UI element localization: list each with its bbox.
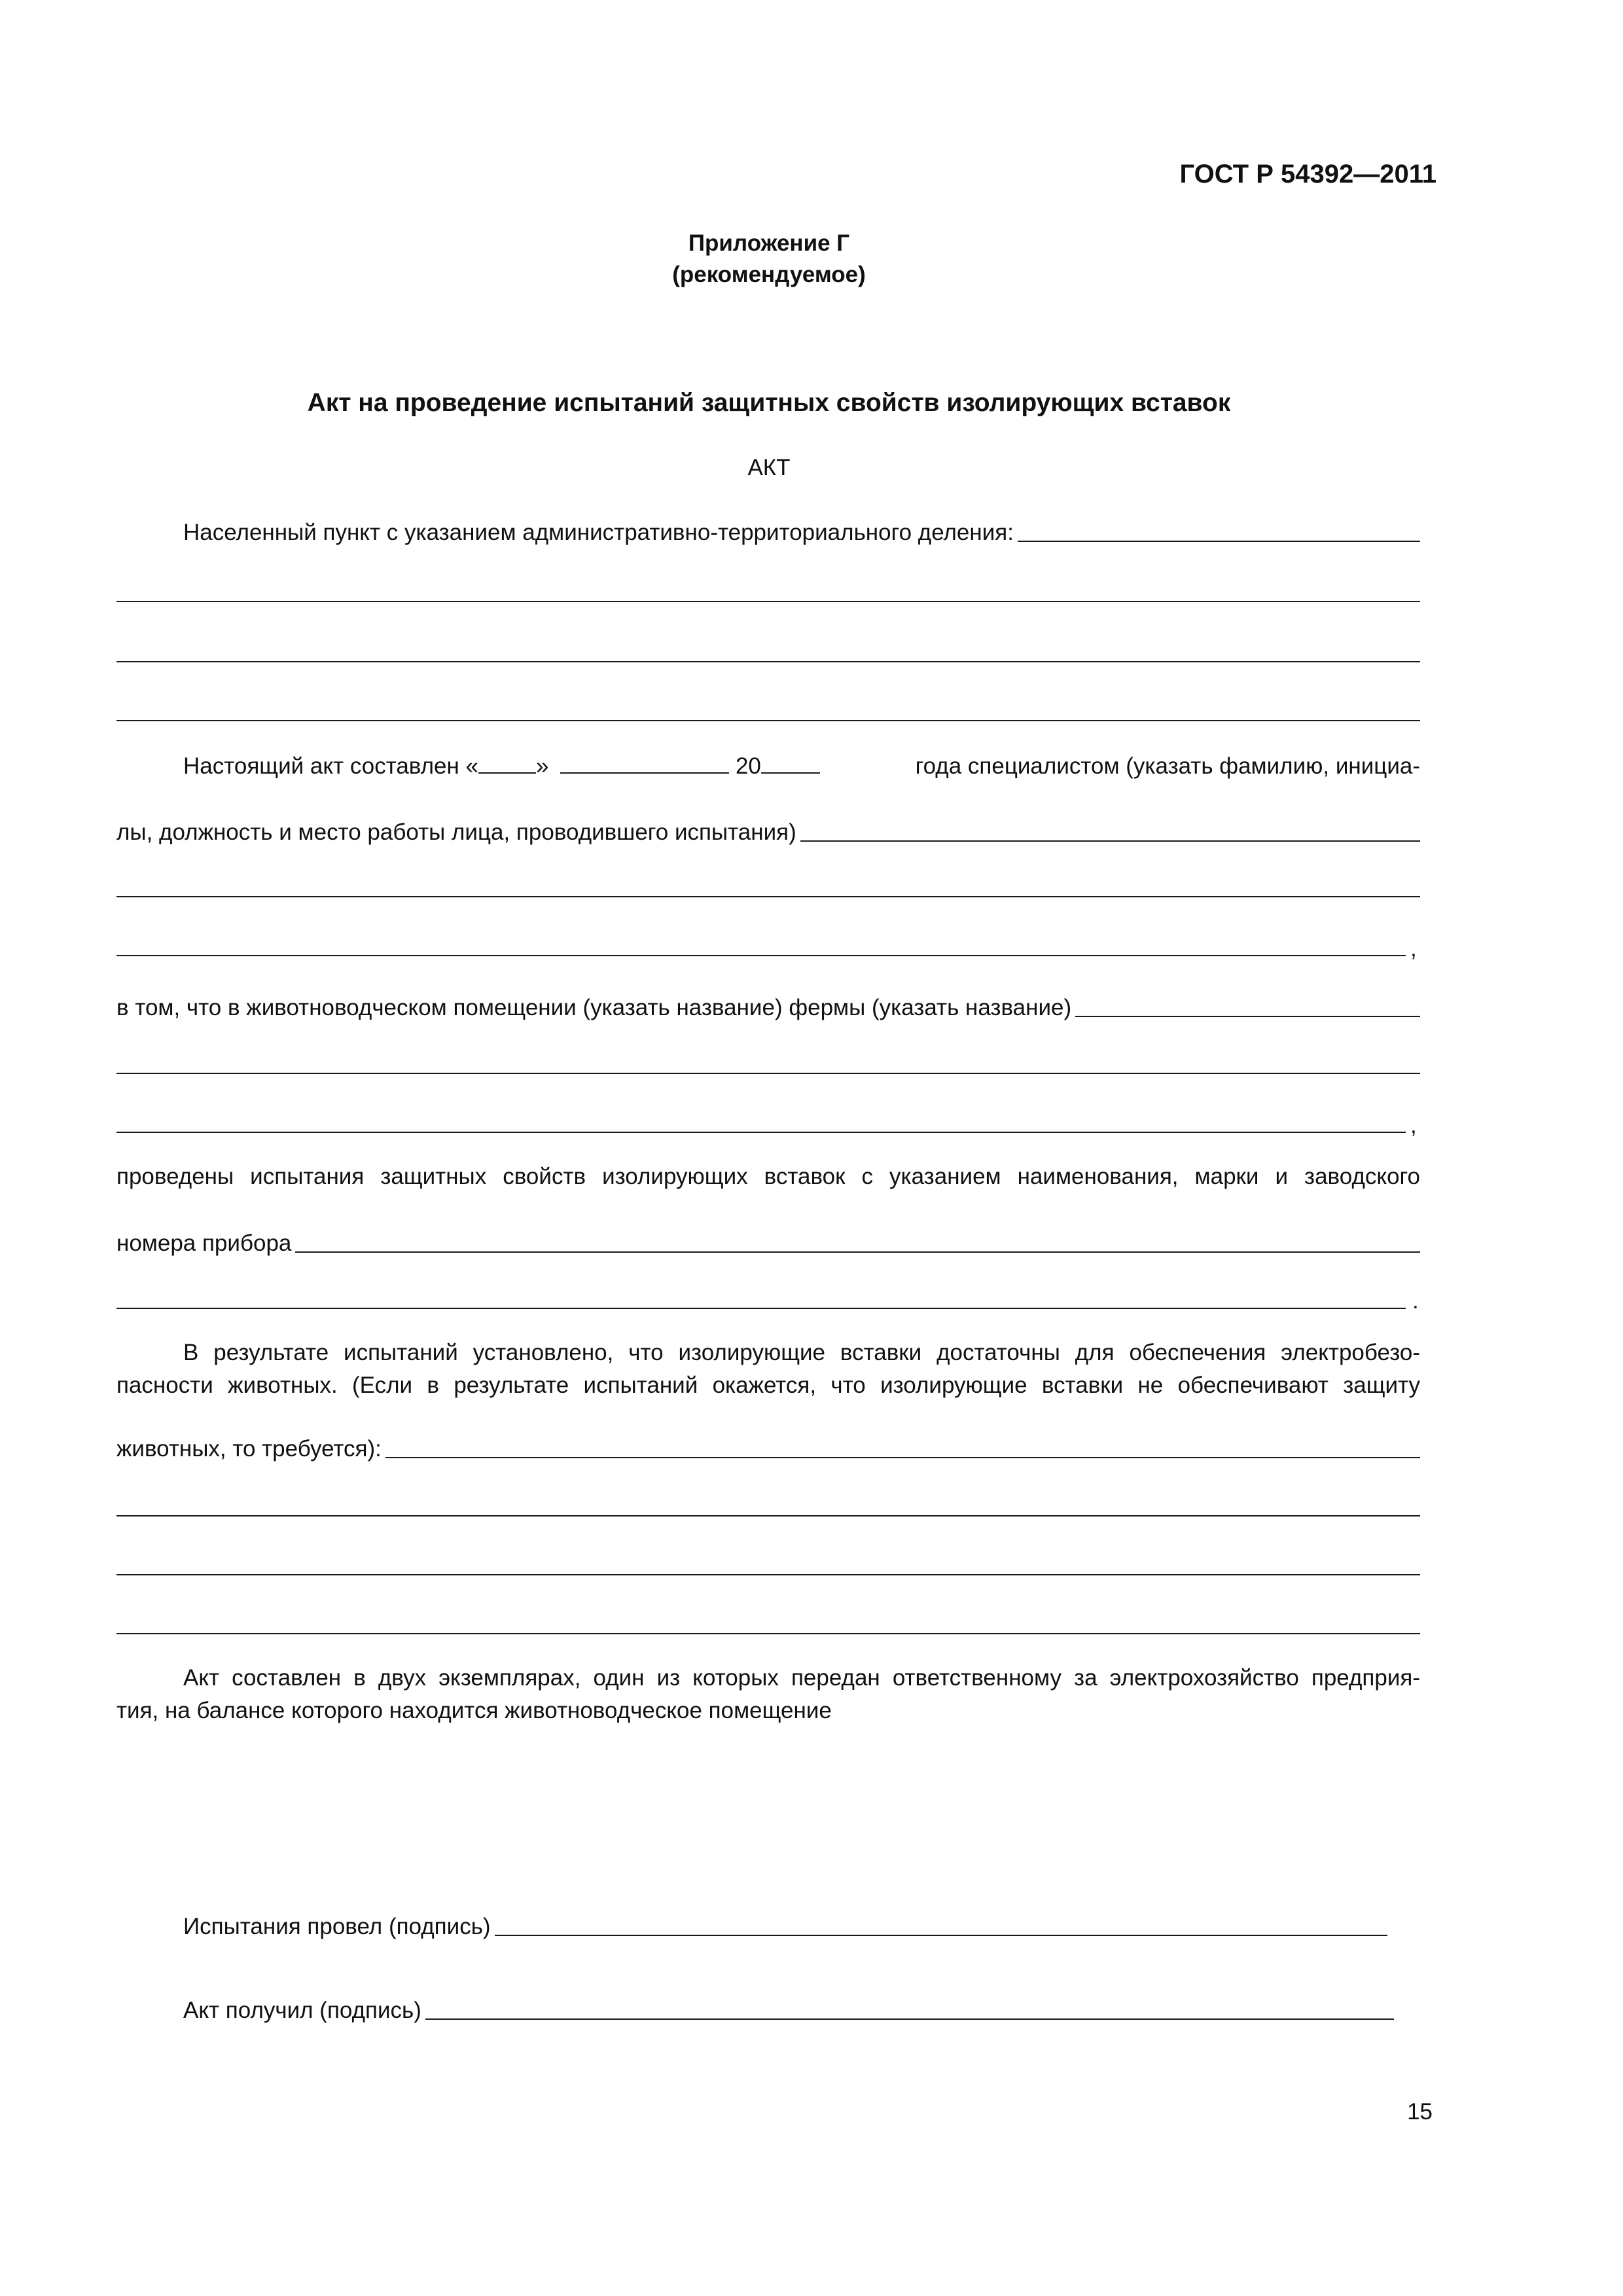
result-line-1: В результате испытаний установлено, что изолирующие вставки достаточны для обеспечения электробезо-: [183, 1340, 1420, 1365]
specialist-field[interactable]: [800, 819, 1420, 842]
result-line-3: [116, 1428, 1420, 1462]
period-1: .: [1412, 1288, 1419, 1314]
livestock-line: [116, 987, 1420, 1021]
requirement-field[interactable]: [385, 1436, 1420, 1458]
result-line-3-text: животных, то требуется):: [116, 1436, 382, 1462]
day-field[interactable]: [478, 753, 536, 774]
composed-quote-close: »: [536, 753, 549, 779]
page-number: 15: [1407, 2099, 1433, 2125]
appendix-title: Приложение Г: [688, 230, 850, 256]
livestock-field-line-3[interactable]: [116, 1132, 1406, 1133]
tester-signature-label: Испытания провел (подпись): [183, 1914, 491, 1939]
settlement-field-line-2[interactable]: [116, 601, 1420, 602]
device-number-label: номера прибора: [116, 1230, 292, 1256]
specialist-field-line-3[interactable]: [116, 955, 1406, 956]
composed-line: [183, 753, 1420, 780]
composed-suffix: года специалистом (указать фамилию, инициа-: [915, 753, 1420, 779]
composed-prefix: Настоящий акт составлен «: [183, 753, 479, 779]
receiver-signature-label: Акт получил (подпись): [183, 1998, 421, 2023]
livestock-field-line-2[interactable]: [116, 1073, 1420, 1074]
receiver-signature-line: [183, 1990, 1394, 2024]
act-label: АКТ: [747, 455, 791, 480]
device-line: [116, 1223, 1420, 1257]
tester-signature-field[interactable]: [495, 1914, 1387, 1936]
settlement-field-line-4[interactable]: [116, 720, 1420, 721]
specialist-field-line-2[interactable]: [116, 896, 1420, 897]
tester-signature-line: [183, 1906, 1387, 1940]
requirement-field-line-4[interactable]: [116, 1633, 1420, 1634]
settlement-label: Населенный пункт с указанием административно-территориального деления:: [183, 520, 1014, 545]
comma-1: ,: [1410, 936, 1417, 961]
comma-2: ,: [1410, 1113, 1417, 1138]
year-prefix: 20: [735, 753, 761, 779]
appendix-type: (рекомендуемое): [672, 262, 866, 287]
settlement-field-line-3[interactable]: [116, 661, 1420, 662]
device-field[interactable]: [295, 1230, 1420, 1253]
composed-line2: лы, должность и место работы лица, проводившего испытания): [116, 819, 796, 845]
settlement-field[interactable]: [1018, 520, 1420, 542]
livestock-text: в том, что в животноводческом помещении (указать название) фермы (указать название): [116, 995, 1072, 1020]
receiver-signature-field[interactable]: [425, 1998, 1394, 2020]
document-title: Акт на проведение испытаний защитных свойств изолирующих вставок: [307, 389, 1231, 417]
copies-line-2: тия, на балансе которого находится животноводческое помещение: [116, 1698, 832, 1723]
copies-line-1: Акт составлен в двух экземплярах, один из которых передан ответственному за электрохозяйство предприя-: [183, 1665, 1420, 1691]
tests-text: проведены испытания защитных свойств изолирующих вставок с указанием наименования, марки и заводского: [116, 1164, 1420, 1189]
result-line-2: пасности животных. (Если в результате испытаний окажется, что изолирующие вставки не обеспечивают защиту: [116, 1372, 1420, 1398]
settlement-line: [183, 512, 1420, 546]
livestock-field[interactable]: [1075, 995, 1420, 1017]
requirement-field-line-3[interactable]: [116, 1574, 1420, 1575]
device-field-line-2[interactable]: [116, 1308, 1406, 1309]
month-field[interactable]: [560, 753, 729, 774]
requirement-field-line-2[interactable]: [116, 1515, 1420, 1516]
specialist-line: [116, 812, 1420, 846]
standard-code: ГОСТ Р 54392—2011: [1179, 160, 1436, 188]
year-field[interactable]: [761, 753, 820, 774]
